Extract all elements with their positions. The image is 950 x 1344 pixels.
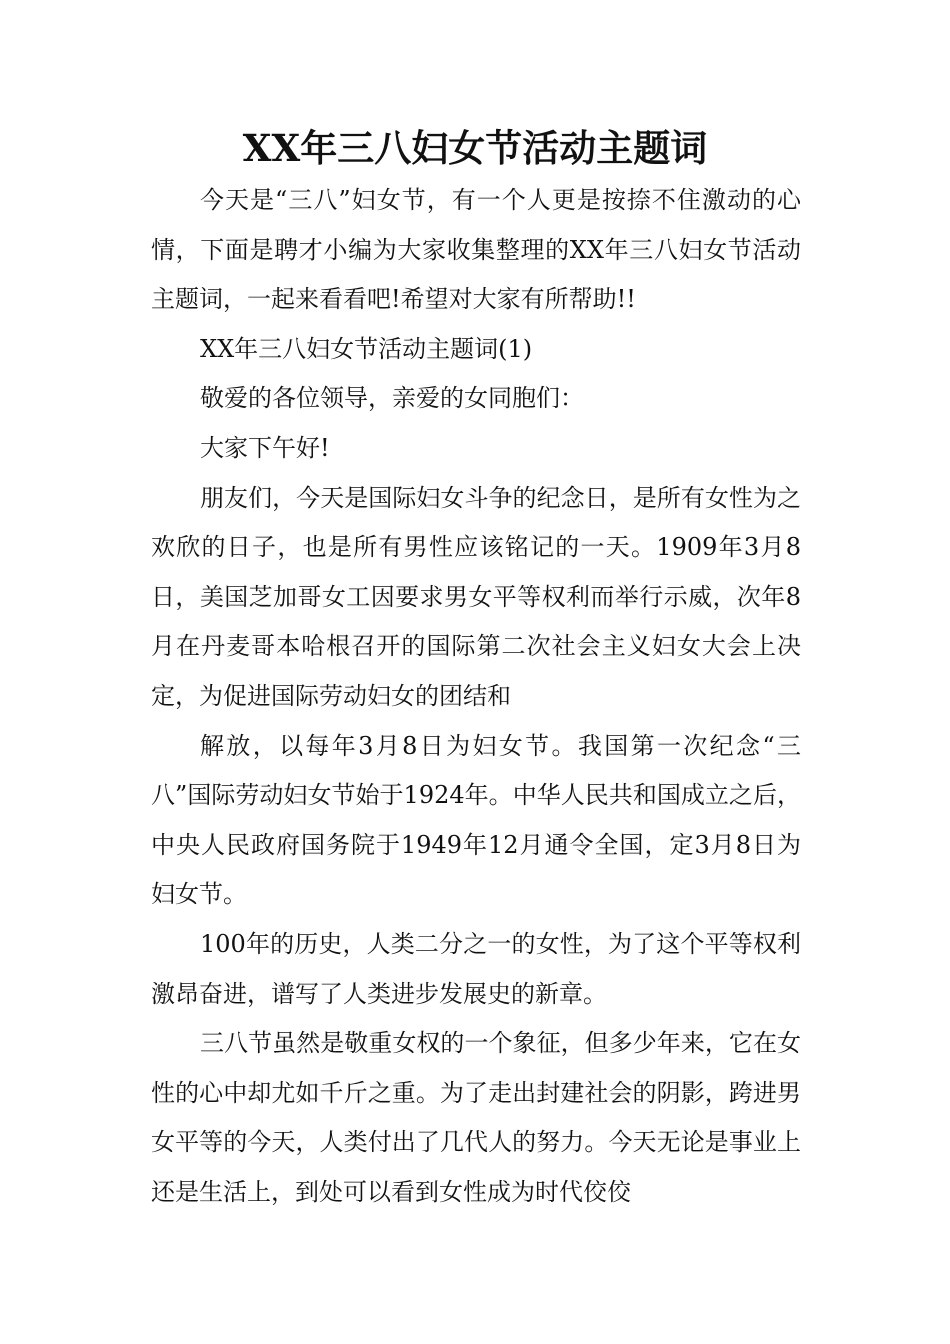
paragraph-hundred-years: 100年的历史，人类二分之一的女性，为了这个平等权利激昂奋进，谱写了人类进步发展史的新章。: [151, 929, 801, 1008]
paragraph-greeting: 大家下午好!: [200, 433, 330, 462]
paragraph-section-heading: XX年三八妇女节活动主题词(1): [200, 334, 533, 363]
paragraph-intro: 今天是“三八”妇女节，有一个人更是按捺不住激动的心情，下面是聘才小编为大家收集整理的XX年三八妇女节活动主题词，一起来看看吧!希望对大家有所帮助!!: [151, 186, 801, 314]
paragraph-symbol: 三八节虽然是敬重女权的一个象征，但多少年来，它在女性的心中却尤如千斤之重。为了走出封建社会的阴影，跨进男女平等的今天，人类付出了几代人的努力。今天无论是事业上还是生活上，到处可以看到女性成为时代佼佼: [151, 1029, 801, 1206]
paragraph-history-china: 解放，以每年3月8日为妇女节。我国第一次纪念“三八”国际劳动妇女节始于1924年。中华人民共和国成立之后，中央人民政府国务院于1949年12月通令全国，定3月8日为妇女节。: [151, 731, 801, 909]
document-body: [151, 176, 801, 1217]
document-title: XX年三八妇女节活动主题词: [242, 126, 708, 170]
paragraph-salutation: 敬爱的各位领导，亲爱的女同胞们：: [200, 384, 584, 413]
paragraph-history-origin: 朋友们，今天是国际妇女斗争的纪念日，是所有女性为之欢欣的日子，也是所有男性应该铭记的一天。1909年3月8日，美国芝加哥女工因要求男女平等权利而举行示威，次年8月在丹麦哥本哈根召开的国际第二次社会主义妇女大会上决定，为促进国际劳动妇女的团结和: [151, 483, 801, 710]
